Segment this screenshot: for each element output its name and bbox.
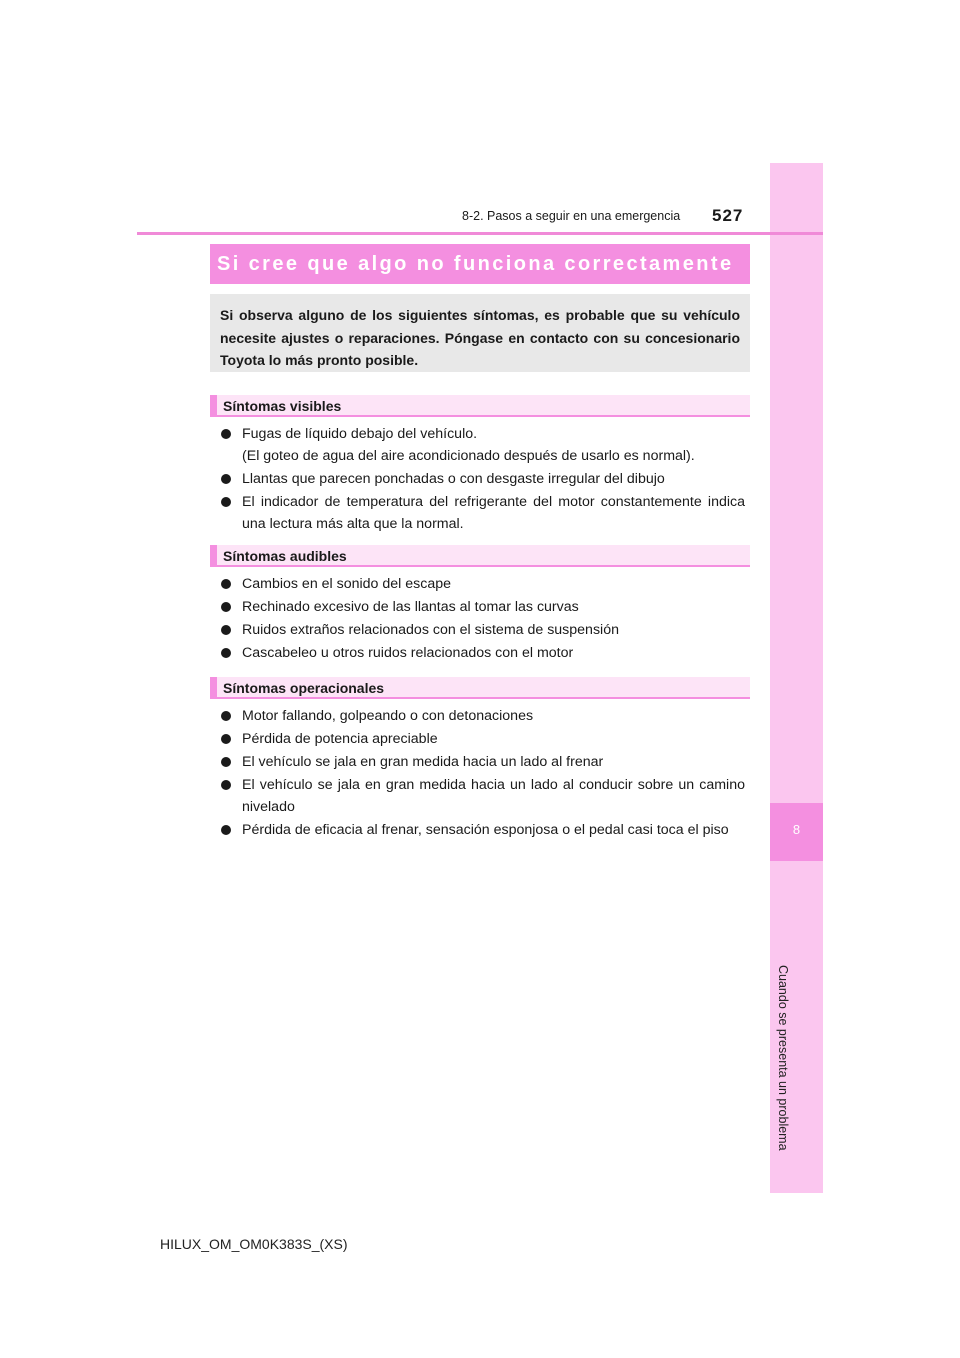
bullet-icon [221,825,231,835]
list-item-text: Cambios en el sonido del escape [242,576,452,592]
list-item-text: Motor fallando, golpeando o con detonaciones [242,708,534,724]
list-item [218,573,745,595]
section-heading-operational: Síntomas operacionales [210,677,750,699]
list-item-text: Ruidos extraños relacionados con el sistema de suspensión [242,622,619,638]
list-item [218,751,745,773]
list-item-text: El vehículo se jala en gran medida hacia un lado al conducir sobre un camino nivelado [242,777,745,815]
list-item [218,728,745,750]
chapter-title: Cuando se presenta un problema [776,965,790,1151]
bullet-icon [221,780,231,790]
bullet-icon [221,579,231,589]
section-heading-audible: Síntomas audibles [210,545,750,567]
bullet-icon [221,734,231,744]
document-code: HILUX_OM_OM0K383S_(XS) [160,1236,348,1252]
chapter-number: 8 [792,822,801,837]
list-item-text: Llantas que parecen ponchadas o con desgaste irregular del dibujo [242,471,665,487]
list-operational-symptoms [218,705,745,842]
list-visible-symptoms [218,423,745,536]
section-reference: 8-2. Pasos a seguir en una emergencia [462,209,681,223]
list-item [218,619,745,641]
list-item-text: Cascabeleo u otros ruidos relacionados con el motor [242,645,574,661]
header-divider [137,232,823,235]
list-item-text: El indicador de temperatura del refrigerante del motor constantemente indica una lectura más alta que la normal. [242,494,745,532]
list-item-text: Rechinado excesivo de las llantas al tomar las curvas [242,599,579,615]
bullet-icon [221,625,231,635]
list-item-text: El vehículo se jala en gran medida hacia un lado al frenar [242,754,604,770]
list-item [218,491,745,535]
bullet-icon [221,602,231,612]
list-item-text: Pérdida de eficacia al frenar, sensación esponjosa o el pedal casi toca el piso [242,822,729,838]
section-heading-visible: Síntomas visibles [210,395,750,417]
list-item-text: Fugas de líquido debajo del vehículo. [242,426,478,442]
list-item [218,468,745,490]
bullet-icon [221,474,231,484]
list-audible-symptoms [218,573,745,665]
list-item [218,774,745,818]
bullet-icon [221,497,231,507]
list-item [218,705,745,727]
page-title: Si cree que algo no funciona correctamente [210,244,750,284]
bullet-icon [221,648,231,658]
intro-box: Si observa alguno de los siguientes síntomas, es probable que su vehículo necesite ajustes o reparaciones. Póngase en contacto con su concesionario Toyota lo más pronto posible. [210,294,750,372]
bullet-icon [221,757,231,767]
list-item [218,596,745,618]
list-item [218,819,745,841]
list-item-note: (El goteo de agua del aire acondicionado después de usarlo es normal). [242,448,695,464]
list-item [218,423,745,467]
list-item [218,642,745,664]
bullet-icon [221,711,231,721]
page-number: 527 [712,206,744,225]
list-item-text: Pérdida de potencia apreciable [242,731,438,747]
bullet-icon [221,429,231,439]
